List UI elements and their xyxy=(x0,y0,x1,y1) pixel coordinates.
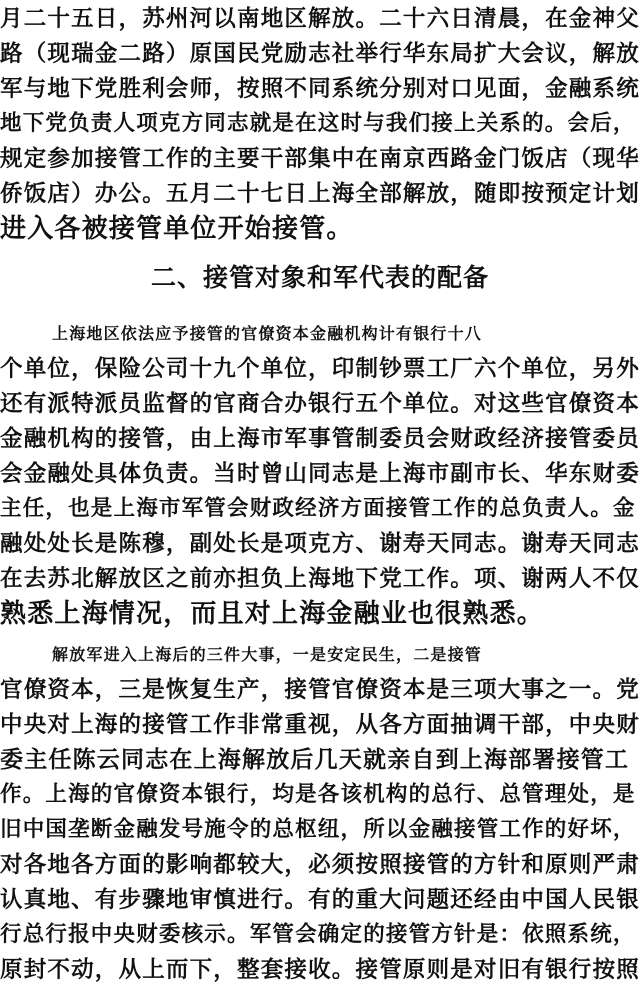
paragraph-3-line-6: 旧中国垄断金融发号施令的总枢纽，所以金融接管工作的好坏， xyxy=(0,817,636,842)
paragraph-1-line-2: 路（现瑞金二路）原国民党励志社举行华东局扩大会议，解放 xyxy=(0,41,640,67)
paragraph-2-line-5: 会金融处具体负责。当时曾山同志是上海市副市长、华东财委 xyxy=(0,461,640,487)
paragraph-1-line-4: 地下党负责人项克方同志就是在这时与我们接上关系的。会后， xyxy=(0,111,636,136)
paragraph-3-line-7: 对各地各方面的影响都较大，必须按照接管的方针和原则严肃 xyxy=(0,852,640,878)
paragraph-1-line-1: 月二十五日，苏州河以南地区解放。二十六日清晨，在金神父 xyxy=(0,6,640,32)
paragraph-2-line-8: 在去苏北解放区之前亦担负上海地下党工作。项、谢两人不仅 xyxy=(0,566,640,592)
paragraph-2-line-7: 融处处长是陈穆，副处长是项克方、谢寿天同志。谢寿天同志 xyxy=(0,531,640,557)
paragraph-2-line-3: 还有派特派员监督的官商合办银行五个单位。对这些官僚资本 xyxy=(0,391,640,417)
paragraph-3-line-4: 委主任陈云同志在上海解放后几天就亲自到上海部署接管工 xyxy=(0,746,630,773)
paragraph-3-line-3: 中央对上海的接管工作非常重视，从各方面抽调干部，中央财 xyxy=(0,712,640,738)
paragraph-3-line-1: 解放军进入上海后的三件大事，一是安定民生，二是接管 xyxy=(52,645,483,664)
paragraph-2-line-1: 上海地区依法应予接管的官僚资本金融机构计有银行十八 xyxy=(52,324,483,343)
paragraph-1-line-5: 规定参加接管工作的主要干部集中在南京西路金门饭店（现华 xyxy=(0,146,640,172)
paragraph-1-line-6: 侨饭店）办公。五月二十七日上海全部解放，随即按预定计划 xyxy=(0,181,640,207)
paragraph-2-line-9: 熟悉上海情况，而且对上海金融业也很熟悉。 xyxy=(0,599,545,629)
section-heading: 二、接管对象和军代表的配备 xyxy=(150,263,489,292)
paragraph-2-line-4: 金融机构的接管，由上海市军事管制委员会财政经济接管委员 xyxy=(0,426,640,452)
paragraph-2-line-6: 主任，也是上海市军管会财政经济方面接管工作的总负责人。金 xyxy=(0,496,636,521)
paragraph-3-line-2: 官僚资本，三是恢复生产，接管官僚资本是三项大事之一。党 xyxy=(0,677,640,703)
paragraph-3-line-10: 原封不动，从上而下，整套接收。接管原则是对旧有银行按照 xyxy=(0,957,640,983)
paragraph-3-line-8: 认真地、有步骤地审慎进行。有的重大问题还经由中国人民银 xyxy=(0,887,640,913)
paragraph-1-line-3: 军与地下党胜利会师，按照不同系统分别对口见面，金融系统 xyxy=(0,76,640,102)
paragraph-3-line-9: 行总行报中央财委核示。军管会确定的接管方针是：依照系统， xyxy=(0,922,636,947)
paragraph-1-line-7: 进入各被接管单位开始接管。 xyxy=(0,214,354,244)
paragraph-3-line-5: 作。上海的官僚资本银行，均是各该机构的总行、总管理处，是 xyxy=(0,782,636,807)
paragraph-2-line-2: 个单位，保险公司十九个单位，印制钞票工厂六个单位，另外 xyxy=(0,356,640,382)
